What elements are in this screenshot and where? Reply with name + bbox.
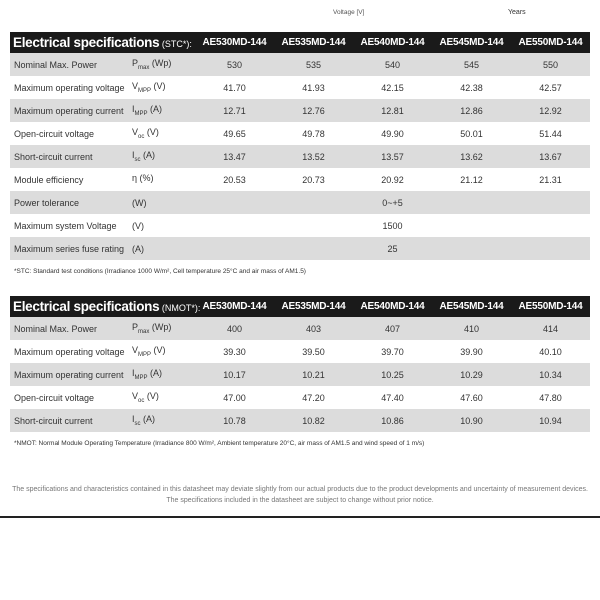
spec-label: Open-circuit voltage [14,392,95,403]
nmot-model-header: AE545MD-144 [439,301,504,312]
nmot-model-header: AE535MD-144 [281,301,346,312]
unit-subscript: MPP [138,351,152,358]
unit-measure: (V) [151,81,166,92]
spec-value: 21.12 [460,174,483,185]
spec-row [10,340,590,363]
spec-unit: (V) [132,220,144,231]
spec-label: Power tolerance [14,197,80,208]
spec-label: Module efficiency [14,174,84,185]
spec-value: 13.62 [460,151,483,162]
unit-symbol: V [132,127,139,138]
spec-unit [130,173,195,186]
spec-value: 13.57 [381,151,404,162]
spec-value: 20.92 [381,174,404,185]
spec-value: 10.90 [460,415,483,426]
spec-value: 12.86 [460,105,483,116]
spec-unit [130,414,195,427]
unit-symbol: I [132,414,135,425]
spec-value: 51.44 [539,128,562,139]
spec-value: 1500 [382,220,403,231]
spec-value: 41.70 [223,82,246,93]
spec-value: 10.86 [381,415,404,426]
spec-value: 12.92 [539,105,562,116]
unit-measure: (A) [147,104,163,115]
bottom-divider [0,516,600,518]
spec-value: 0~+5 [382,197,403,208]
unit-subscript: MPP [134,110,148,117]
unit-symbol: η [132,173,138,184]
spec-label: Open-circuit voltage [14,128,95,139]
spec-label: Short-circuit current [14,415,93,426]
spec-value: 530 [226,59,243,70]
spec-unit [130,127,195,140]
spec-value: 39.50 [302,346,325,357]
spec-value: 10.29 [460,369,483,380]
spec-label: Maximum operating current [14,369,124,380]
disclaimer [0,484,600,506]
spec-unit [130,391,195,404]
spec-row [10,99,590,122]
stc-model-header: AE540MD-144 [360,37,425,48]
years-axis-caption: Years [508,9,526,16]
unit-subscript: oc [138,397,145,404]
stc-footnote: *STC: Standard test conditions (Irradiance 1000 W/m², Cell temperature 25°C and air mass of AM1.5) [14,268,306,275]
spec-label: Maximum operating current [14,105,124,116]
nmot-model-header: AE550MD-144 [518,301,583,312]
unit-measure: (%) [137,173,154,184]
nmot-model-header: AE540MD-144 [360,301,425,312]
stc-model-header: AE530MD-144 [202,37,267,48]
spec-value: 550 [542,59,559,70]
spec-value: 25 [387,243,398,254]
spec-value: 10.94 [539,415,562,426]
unit-measure: (A) [140,150,156,161]
spec-value: 40.10 [539,346,562,357]
unit-measure: (V) [151,345,166,356]
spec-value: 535 [305,59,322,70]
unit-symbol: P [132,322,139,333]
spec-label: Maximum system Voltage [14,220,117,231]
spec-value: 20.53 [223,174,246,185]
spec-value: 42.38 [460,82,483,93]
spec-label: Nominal Max. Power [14,59,98,70]
spec-value: 410 [463,323,480,334]
spec-value: 49.90 [381,128,404,139]
spec-value: 10.78 [223,415,246,426]
unit-subscript: sc [134,420,141,427]
spec-row [10,145,590,168]
unit-subscript: MPP [134,374,148,381]
spec-unit [130,368,195,381]
spec-value: 47.40 [381,392,404,403]
unit-measure: (Wp) [149,58,172,69]
spec-value: 42.57 [539,82,562,93]
spec-value: 47.60 [460,392,483,403]
disclaimer-line: The specifications and characteristics contained in this datasheet may deviate slightly from our actual products due to the product developments and uncertainty of measurement devices. [12,486,588,493]
spec-unit [130,104,195,117]
unit-subscript: MPP [138,87,152,94]
stc-spec-section [10,32,590,275]
spec-value: 39.30 [223,346,246,357]
spec-row [10,237,590,260]
spec-value: 540 [384,59,401,70]
stc-table-body [10,53,590,260]
spec-unit [130,150,195,163]
spec-value: 49.65 [223,128,246,139]
spec-label: Maximum operating voltage [14,346,125,357]
spec-value: 50.01 [460,128,483,139]
spec-value: 414 [542,323,559,334]
unit-measure: (V) [144,391,159,402]
spec-unit [130,345,195,358]
spec-label: Maximum operating voltage [14,82,125,93]
unit-symbol: V [132,345,139,356]
spec-value: 13.47 [223,151,246,162]
unit-subscript: sc [134,156,141,163]
spec-value: 21.31 [539,174,562,185]
nmot-table-body [10,317,590,432]
unit-measure: (A) [140,414,156,425]
unit-symbol: V [132,81,139,92]
stc-model-header: AE550MD-144 [518,37,583,48]
spec-value: 13.67 [539,151,562,162]
nmot-title: Electrical specifications (NMOT*): [13,298,201,314]
spec-value: 12.81 [381,105,404,116]
spec-value: 400 [226,323,243,334]
stc-model-header: AE535MD-144 [281,37,346,48]
spec-value: 403 [305,323,322,334]
spec-row [10,168,590,191]
spec-unit [130,58,195,71]
spec-value: 10.17 [223,369,246,380]
unit-subscript: oc [138,133,145,140]
spec-value: 39.70 [381,346,404,357]
spec-row [10,214,590,237]
spec-value: 407 [384,323,401,334]
spec-value: 42.15 [381,82,404,93]
spec-row [10,53,590,76]
nmot-footnote: *NMOT: Normal Module Operating Temperature (Irradiance 800 W/m², Ambient temperature 20°C, air mass of AM1.5 and wind speed of 1 m/s) [14,440,425,447]
unit-measure: (V) [144,127,159,138]
spec-unit: (A) [132,243,144,254]
spec-value: 10.82 [302,415,325,426]
unit-subscript: max [138,64,150,71]
spec-value: 39.90 [460,346,483,357]
unit-symbol: P [132,58,139,69]
disclaimer-line: The specifications included in the datasheet are subject to change without prior notice. [166,497,434,504]
spec-unit: (W) [132,197,147,208]
spec-value: 47.20 [302,392,325,403]
spec-row [10,122,590,145]
unit-symbol: I [132,104,135,115]
nmot-header-row [10,296,590,317]
nmot-spec-section [10,296,590,447]
nmot-model-header: AE530MD-144 [202,301,267,312]
stc-model-header: AE545MD-144 [439,37,504,48]
unit-symbol: I [132,368,135,379]
unit-measure: (Wp) [149,322,172,333]
stc-header-row [10,32,590,53]
spec-row [10,317,590,340]
spec-unit [130,322,195,335]
unit-measure: (A) [147,368,163,379]
spec-value: 47.80 [539,392,562,403]
spec-value: 20.73 [302,174,325,185]
spec-value: 41.93 [302,82,325,93]
spec-row [10,386,590,409]
unit-symbol: I [132,150,135,161]
spec-unit [130,81,195,94]
spec-row [10,76,590,99]
spec-row [10,409,590,432]
unit-subscript: max [138,328,150,335]
spec-value: 47.00 [223,392,246,403]
spec-row [10,191,590,214]
spec-value: 10.25 [381,369,404,380]
spec-label: Maximum series fuse rating [14,243,125,254]
spec-label: Nominal Max. Power [14,323,98,334]
stc-title: Electrical specifications (STC*): [13,34,192,50]
spec-label: Short-circuit current [14,151,93,162]
spec-value: 545 [463,59,480,70]
spec-value: 10.21 [302,369,325,380]
spec-value: 10.34 [539,369,562,380]
spec-value: 13.52 [302,151,325,162]
spec-value: 12.76 [302,105,325,116]
spec-value: 12.71 [223,105,246,116]
top-divider [285,0,600,1]
voltage-axis-caption: Voltage [V] [333,9,365,16]
spec-row [10,363,590,386]
unit-symbol: V [132,391,139,402]
spec-value: 49.78 [302,128,325,139]
